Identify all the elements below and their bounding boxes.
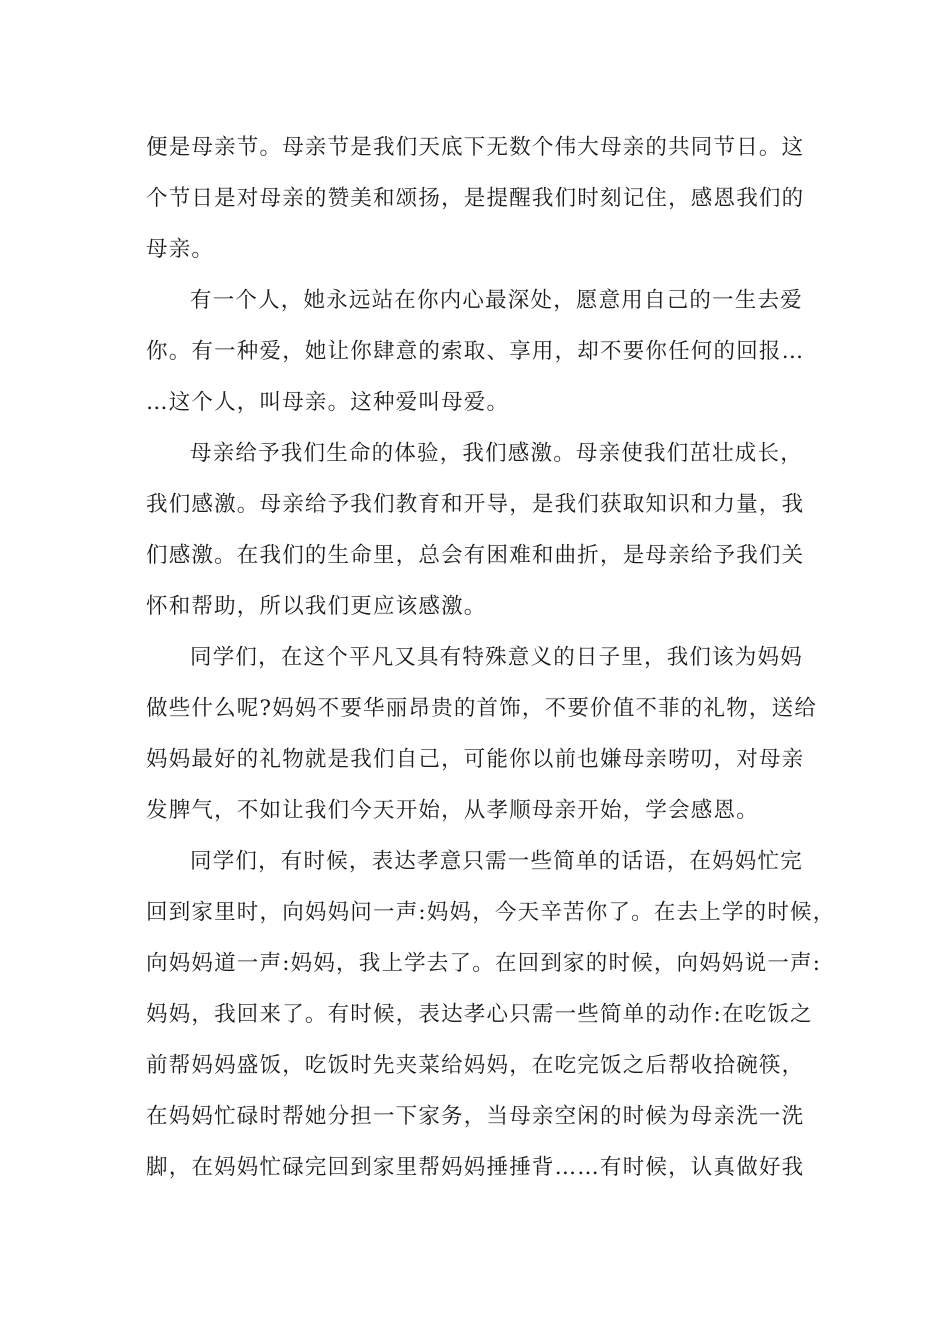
- document-body: [146, 133, 836, 1183]
- text-line: 母亲。: [146, 237, 215, 262]
- paragraph-4: [146, 643, 826, 826]
- text-line: 妈妈，我回来了。有时候，表达孝心只需一些简单的动作:在吃饭之: [146, 1002, 813, 1027]
- text-line: 前帮妈妈盛饭，吃饭时先夹菜给妈妈，在吃完饭之后帮收拾碗筷，: [146, 1053, 805, 1078]
- text-line: 母亲给予我们生命的体验，我们感激。母亲使我们茁壮成长，: [190, 441, 803, 466]
- text-line: 怀和帮助，所以我们更应该感激。: [146, 594, 487, 619]
- text-line: 回到家里时，向妈妈问一声:妈妈，今天辛苦你了。在去上学的时候，: [146, 900, 836, 925]
- text-line: 同学们，有时候，表达孝意只需一些简单的话语，在妈妈忙完: [190, 849, 803, 874]
- paragraph-2: [146, 286, 826, 418]
- text-line: 在妈妈忙碌时帮她分担一下家务，当母亲空闲的时候为母亲洗一洗: [146, 1104, 805, 1129]
- text-line: 妈妈最好的礼物就是我们自己，可能你以前也嫌母亲唠叨，对母亲: [146, 747, 805, 772]
- text-line: …这个人，叫母亲。这种爱叫母爱。: [146, 390, 510, 415]
- paragraph-5: [146, 847, 836, 1183]
- text-line: 向妈妈道一声:妈妈，我上学去了。在回到家的时候，向妈妈说一声:: [146, 951, 822, 976]
- text-line: 发脾气，不如让我们今天开始，从孝顺母亲开始，学会感恩。: [146, 798, 759, 823]
- text-line: 做些什么呢?妈妈不要华丽昂贵的首饰，不要价值不菲的礼物，送给: [146, 696, 818, 721]
- paragraph-3: [146, 439, 826, 622]
- text-line: 们感激。在我们的生命里，总会有困难和曲折，是母亲给予我们关: [146, 543, 805, 568]
- paragraph-1: [146, 133, 826, 265]
- text-line: 你。有一种爱，她让你肆意的索取、享用，却不要你任何的回报…: [146, 339, 805, 364]
- text-line: 我们感激。母亲给予我们教育和开导，是我们获取知识和力量，我: [146, 492, 805, 517]
- text-line: 同学们，在这个平凡又具有特殊意义的日子里，我们该为妈妈: [190, 645, 803, 670]
- text-line: 有一个人，她永远站在你内心最深处，愿意用自己的一生去爱: [190, 288, 803, 313]
- text-line: 便是母亲节。母亲节是我们天底下无数个伟大母亲的共同节日。这: [146, 135, 805, 160]
- text-line: 脚，在妈妈忙碌完回到家里帮妈妈捶捶背……有时候，认真做好我: [146, 1155, 805, 1180]
- text-line: 个节日是对母亲的赞美和颂扬，是提醒我们时刻记住，感恩我们的: [146, 186, 805, 211]
